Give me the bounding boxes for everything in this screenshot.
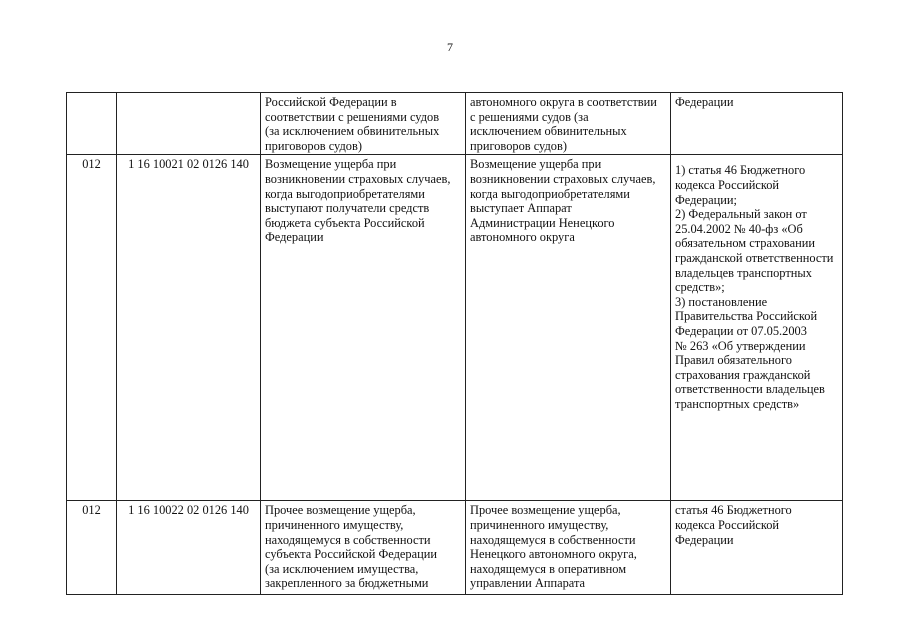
budget-classification-code-cell xyxy=(117,93,261,155)
budget-classification-code-cell: 1 16 10022 02 0126 140 xyxy=(117,501,261,595)
revenue-name-federal-cell: Прочее возмещение ущерба, причиненного имуществу, находящемуся в собственности субъекта Российской Федерации (за исключением имущества, закрепленного за бюджетными xyxy=(261,501,466,595)
legal-basis-cell: 1) статья 46 Бюджетного кодекса Российской Федерации; 2) Федеральный закон от 25.04.2002 № 40-фз «Об обязательном страховании гражданской ответственности владельцев транспортных средств»; 3) постановление Правительства Российской Федерации от 07.05.2003 № 263 «Об утверждении Правил обязательного страхования гражданской ответственности владельцев транспортных средств» xyxy=(671,155,843,501)
revenue-codes-table xyxy=(66,92,843,595)
table-row xyxy=(67,155,843,501)
admin-code-cell xyxy=(67,93,117,155)
revenue-name-regional-cell: Прочее возмещение ущерба, причиненного имуществу, находящемуся в собственности Ненецкого автономного округа, находящемуся в оперативном управлении Аппарата xyxy=(466,501,671,595)
table-row xyxy=(67,501,843,595)
revenue-name-federal-cell: Российской Федерации в соответствии с решениями судов (за исключением обвинительных приговоров судов) xyxy=(261,93,466,155)
page-number: 7 xyxy=(447,40,453,54)
revenue-name-federal-cell: Возмещение ущерба при возникновении страховых случаев, когда выгодоприобретателями выступают получатели средств бюджета субъекта Российской Федерации xyxy=(261,155,466,501)
table-row xyxy=(67,93,843,155)
budget-classification-code-cell: 1 16 10021 02 0126 140 xyxy=(117,155,261,501)
legal-basis-cell: статья 46 Бюджетного кодекса Российской Федерации xyxy=(671,501,843,595)
revenue-name-regional-cell: Возмещение ущерба при возникновении страховых случаев, когда выгодоприобретателями выступает Аппарат Администрации Ненецкого автономного округа xyxy=(466,155,671,501)
admin-code-cell: 012 xyxy=(67,501,117,595)
legal-basis-cell: Федерации xyxy=(671,93,843,155)
revenue-name-regional-cell: автономного округа в соответствии с решениями судов (за исключением обвинительных приговоров судов) xyxy=(466,93,671,155)
admin-code-cell: 012 xyxy=(67,155,117,501)
